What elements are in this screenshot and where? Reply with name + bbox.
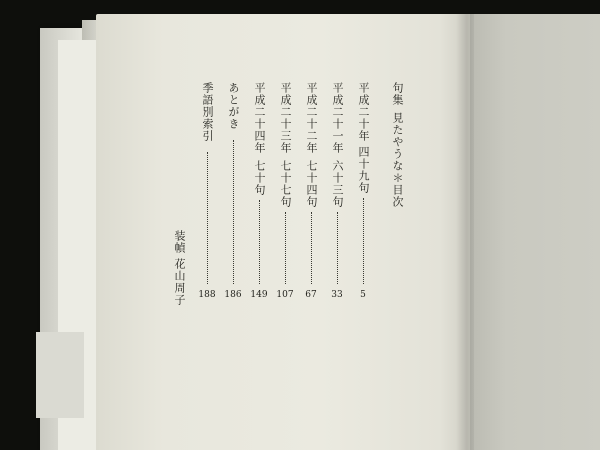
leader-dots	[259, 200, 260, 284]
toc-page-number: 33	[331, 290, 343, 300]
book-title: 見たやうな＊目次	[391, 112, 404, 208]
toc-entry-label: 平成二十二年	[305, 82, 318, 154]
toc-entry-label: 季語別索引	[201, 82, 214, 142]
toc-page-number: 67	[305, 290, 317, 300]
toc-page-number: 5	[360, 290, 366, 300]
page-gutter-shadow	[456, 14, 474, 450]
contents-page	[96, 14, 470, 450]
toc-entry-count: 四十九句	[357, 146, 370, 194]
credit-role: 装幀	[173, 230, 186, 254]
toc-entry-count: 六十三句	[331, 160, 344, 208]
toc-entry-count: 七十句	[253, 160, 266, 196]
toc-entry-label: 平成二十一年	[331, 82, 344, 154]
toc-entry-label: 平成二十三年	[279, 82, 292, 154]
right-page	[466, 14, 600, 450]
collection-label: 句集	[391, 82, 404, 106]
leader-dots	[233, 140, 234, 284]
toc-entry-count: 七十四句	[305, 160, 318, 208]
toc-entry-label: あとがき	[227, 82, 240, 130]
leader-dots	[207, 152, 208, 284]
leader-dots	[337, 212, 338, 284]
toc-entry-count: 七十七句	[279, 160, 292, 208]
toc-entry-label: 平成二十四年	[253, 82, 266, 154]
toc-entry-label: 平成二十年	[357, 82, 370, 142]
toc-page-number: 107	[276, 290, 294, 300]
credit-name: 花山周子	[173, 258, 186, 306]
toc-page-number: 186	[224, 290, 242, 300]
toc-page-number: 188	[198, 290, 216, 300]
leader-dots	[363, 198, 364, 284]
jacket-tab	[36, 332, 84, 418]
leader-dots	[285, 212, 286, 284]
leader-dots	[311, 212, 312, 284]
toc-page-number: 149	[250, 290, 268, 300]
